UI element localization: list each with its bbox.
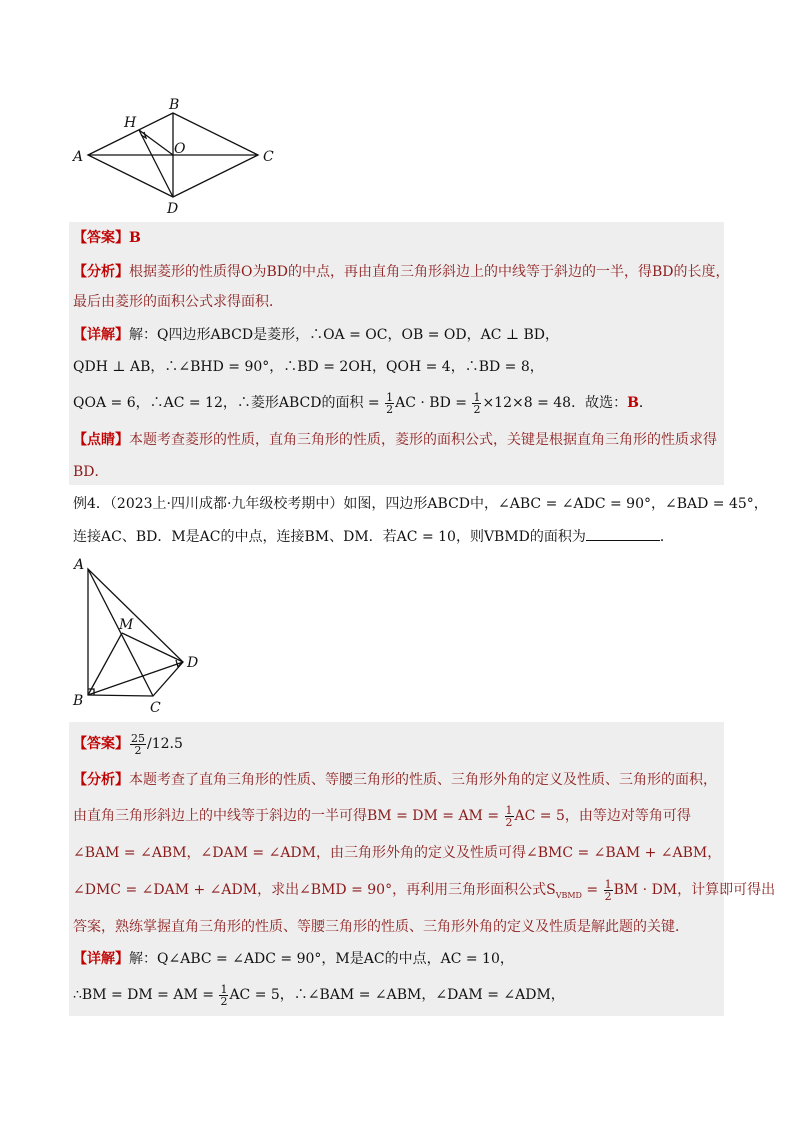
comment-line-1: 【点睛】本题考查菱形的性质，直角三角形的性质，菱形的面积公式，关键是根据直角三角形的性质求得 xyxy=(73,432,717,448)
answer-line-2: 【答案】 $\frac{25}{2}$ /12.5 xyxy=(73,731,183,757)
label-D: D xyxy=(187,655,199,671)
fraction-half: $\frac{1}{2}$ xyxy=(386,390,394,416)
label-C: C xyxy=(263,149,274,165)
fraction-half: $\frac{1}{2}$ xyxy=(505,803,513,829)
analysis-line-2: 由直角三角形斜边上的中线等于斜边的一半可得BM = DM = AM = $\frac{1}{2}$ AC = 5，由等边对等角可得 xyxy=(73,803,691,829)
analysis-line-4: ∠DMC = ∠DAM + ∠ADM，求出∠BMD = 90°，再利用三角形面积公式$S_{VBMD}$ = $\frac{1}{2}$ BM · DM，计算即可得出 xyxy=(73,877,776,903)
analysis-line-5: 答案，熟练掌握直角三角形的性质、等腰三角形的性质、三角形外角的定义及性质是解此题的关键． xyxy=(73,919,689,935)
answer-blank xyxy=(586,526,660,541)
example-4-line-1: 例4．（2023上·四川成都·九年级校考期中）如图，四边形ABCD中，∠ABC = ∠ADC = 90°，∠BAD = 45°， xyxy=(73,496,768,512)
analysis-line-3: ∠BAM = ∠ABM，∠DAM = ∠ADM，由三角形外角的定义及性质可得∠BMC = ∠BAM + ∠ABM， xyxy=(73,845,722,861)
detail-line-1: 【详解】解：Q∠ABC = ∠ADC = 90°，M是AC的中点，AC = 10， xyxy=(73,951,514,967)
detail-line-2: QDH ⊥ AB，∴∠BHD = 90°，∴BD = 2OH，QOH = 4，∴BD = 8， xyxy=(73,359,544,375)
label-B: B xyxy=(73,693,84,709)
rhombus-figure xyxy=(68,95,288,220)
label-A: A xyxy=(73,149,84,165)
detail-line-2: ∴BM = DM = AM = $\frac{1}{2}$ AC = 5，∴∠BAM = ∠ABM，∠DAM = ∠ADM， xyxy=(73,982,565,1008)
quadrilateral-figure xyxy=(68,555,218,715)
answer-line-1: 【答案】B xyxy=(73,230,141,246)
solution-block-2 xyxy=(69,722,776,1016)
answer-fraction: $\frac{25}{2}$ xyxy=(131,731,145,757)
detail-line-3: QOA = 6，∴AC = 12，∴菱形ABCD的面积 = $\frac{1}{2}$ AC · BD = $\frac{1}{2}$ ×12×8 = 48．故选：B． xyxy=(73,390,653,416)
detail-line-1: 【详解】解：Q四边形ABCD是菱形，∴OA = OC，OB = OD，AC ⊥ BD， xyxy=(73,327,559,343)
label-H: H xyxy=(124,115,137,131)
label-D: D xyxy=(167,201,179,217)
analysis-line-2: 最后由菱形的面积公式求得面积． xyxy=(73,294,283,310)
example-4-line-2: 连接AC、BD．M是AC的中点，连接BM、DM．若AC = 10，则VBMD的面积为 ． xyxy=(73,526,723,547)
label-C: C xyxy=(150,700,161,715)
comment-line-2: BD． xyxy=(73,464,109,480)
fraction-half: $\frac{1}{2}$ xyxy=(604,877,612,903)
analysis-line-1: 【分析】根据菱形的性质得O为BD的中点，再由直角三角形斜边上的中线等于斜边的一半，得BD的长度， xyxy=(73,264,730,280)
label-A: A xyxy=(74,557,85,573)
analysis-line-1: 【分析】本题考查了直角三角形的性质、等腰三角形的性质、三角形外角的定义及性质、三角形的面积， xyxy=(73,772,717,788)
fraction-half: $\frac{1}{2}$ xyxy=(473,390,481,416)
label-O: O xyxy=(174,141,186,157)
label-M: M xyxy=(119,617,134,633)
fraction-half: $\frac{1}{2}$ xyxy=(220,982,228,1008)
label-B: B xyxy=(169,97,180,113)
